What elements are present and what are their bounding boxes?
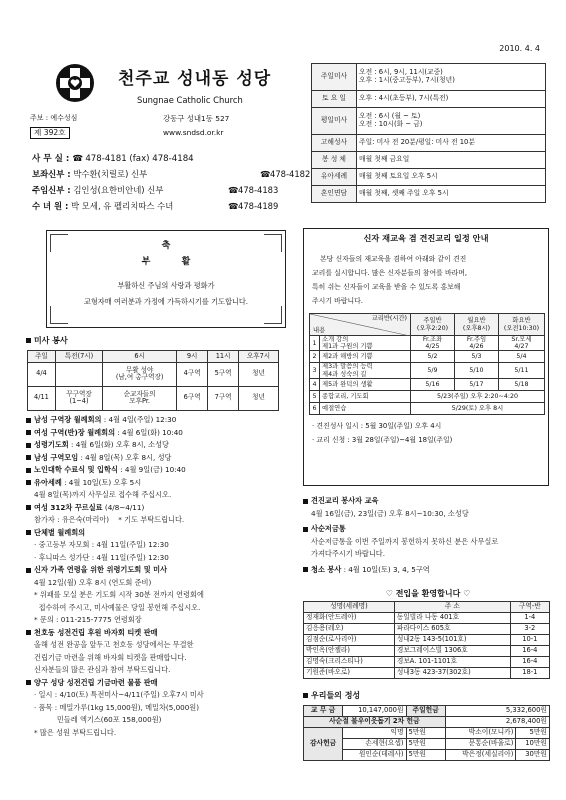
notice-detail: : 4월 4일(주일) 12:30 [101,415,177,424]
easter-heading: 축 [161,241,171,251]
table-cell: 무활 성야 (남,여 총구역장) [103,362,177,386]
row-topic: 제2과 해방의 기쁨 [320,351,411,363]
bullet-square-icon [26,568,31,573]
issue-number: 제 392호 [30,127,70,139]
table-cell: 4/4 [28,362,56,386]
staff-phone: 478-4183 [238,185,279,195]
table-corner-header [310,314,411,336]
notice-detail: : 4월 8일(목) 오후 8시, 성당 [78,452,172,462]
notice-detail: : 4월 10일(토) 오후 5시 [61,477,142,487]
table-cell [55,362,102,386]
notice-detail: · 중고등부 자모회 : 4월 11일(주일) 12:30 [34,540,169,549]
church-title: 천주교 성내동 성당 [118,69,272,89]
intro-line: 주시기 바랍니다. [312,297,363,305]
bulletin-date: 2010. 4. 4 [499,44,540,53]
notice-title: 유아세례 [34,477,62,487]
notice-detail: · 일시 : 4/10(토) 특전미사~4/11(주일) 오후7시 미사 [34,690,204,699]
mass-service-title: 미사 봉사 [26,335,68,347]
table-cell: 청년 [239,362,279,386]
column-header: 특전(7시) [55,351,102,363]
bullet-square-icon [26,530,31,535]
row-date: 5/2 [411,351,455,363]
staff-list [32,166,311,214]
donor-name: 문통순(바울로) [445,739,516,750]
schedule-value: 주일: 미사 전 20분/평일: 미사 전 10분 [357,135,546,152]
notice-detail: 접수하여 주시고, 미사예물은 당일 봉헌해 주십시오. [34,602,201,612]
notice-item [26,439,296,452]
table-cell: 5구역 [208,362,239,386]
table-cell: 4구역 [177,362,208,386]
church-address: 강동구 성내1동 527 [163,114,230,123]
table-cell: 6구역 [177,386,208,410]
staff-phone: 478-4189 [238,201,279,211]
donor-name: 박은정(세실리아) [445,750,516,761]
notice-detail: 건립기금 마련을 위해 바자회 티켓을 판매합니다. [34,652,187,662]
schedule-label: 혼인면담 [312,186,357,203]
donation-amount: 30만원 [516,750,550,761]
corner-ornament [50,306,68,324]
mass-service-table [27,350,279,411]
notice-title: 남성 구역장 월례회의 [34,415,102,424]
member-address: 동일빌라 나동 401호 [394,613,510,624]
staff-name: 박수환(치릴로) 신부 [73,169,148,179]
notice-item [26,464,296,477]
schedule-value: 매월 첫째, 셋째 주일 오후 5시 [357,186,546,203]
mass-schedule-table [311,63,546,203]
row-date: 5/3 [455,351,499,363]
table-row [28,386,279,410]
finance-label: 감사헌금 [304,728,343,761]
notice-title: 남성 구역모임 [34,452,79,462]
finance-label: 주일헌금 [406,706,445,717]
member-address: 경보A. 101-1101호 [394,657,510,668]
finance-table [303,705,550,761]
easter-heading: 부 활 [141,257,191,267]
notice-item [26,627,296,640]
member-district: 16-4 [510,657,549,668]
column-header: 주일 [28,351,56,363]
donation-amount: 10만원 [516,739,550,750]
staff-role: 주임신부 : [32,185,71,195]
member-address: 파라다이스 605호 [394,624,510,635]
row-number: 5 [310,390,320,402]
cross-heart-icon [56,64,94,102]
bullet-square-icon [26,430,31,435]
table-row [304,717,550,728]
member-address: 성내3동 423-37(302호) [394,668,510,679]
row-date: 5/11 [499,363,545,378]
easter-message: 교형자매 여러분과 가정에 가득하시기를 기도합니다. [83,297,249,306]
notice-detail: · 후니따스 성가단 : 4월 11일(주일) 12:30 [34,552,169,562]
bullet-square-icon [303,527,308,532]
notice-item [26,477,296,490]
row-date: Sr.모세 4/27 [499,336,545,351]
table-cell: 4/11 [28,386,56,410]
row-number: 2 [310,351,320,363]
notice-detail: : 4월 6일(화) 10:40 [115,427,183,437]
staff-role: 수 녀 원 : [32,201,69,211]
column-header: 9시 [177,351,208,363]
easter-message: 부활하신 주님의 사랑과 평화가 [117,281,215,290]
row-topic: 종합교리, 기도회 [320,390,411,402]
notice-item [26,414,296,427]
notice-title: 단체별 월례회의 [34,527,86,537]
right-notice-list [303,495,553,576]
education-notes [312,419,548,447]
notice-item [26,452,296,465]
staff-phone: 478-4182 [270,169,311,179]
education-intro [312,252,540,308]
column-header: 11시 [208,351,239,363]
intro-line: 교리를 실시합니다. 많은 신자분들의 참여를 바라며, [312,269,468,277]
education-box [303,228,549,486]
row-date: 5/16 [411,378,455,390]
education-title: 신자 재교육 겸 견진교리 일정 안내 [363,233,489,243]
member-name: 정재화(안드레아) [304,613,395,624]
notice-item [26,564,296,577]
notice-detail: 민들레 엑기스(60포 158,000원) [34,715,162,724]
donation-amount: 5만원 [516,728,550,739]
notice-title: 천호동 성전건립 후원 바자회 티켓 판매 [34,627,158,637]
notice-detail: 신자분들의 많은 관심과 참여 부탁드립니다. [34,665,171,674]
notice-item: 청소 봉사 : 4월 10일(토) 3, 4, 5구역 [303,564,553,577]
bullet-square-icon [26,680,31,685]
notice-detail: 4월 8일(목)까지 사무실로 접수해 주십시오. [34,490,172,499]
bullet-square-icon [303,693,308,698]
corner-row-label: 내용 [313,326,326,334]
notice-title: 노인대학 수료식 및 입학식 [34,465,118,474]
table-row [304,613,550,624]
bullet-square-icon [26,468,31,473]
table-cell: 꾸구역장 (1~4) [55,386,102,410]
bullet-square-icon [303,499,308,504]
staff-role: 보좌신부 : [32,169,71,179]
schedule-label: 주일미사 [312,64,357,91]
schedule-label: 평일미사 [312,108,357,135]
class-header: 주일반 (오후2:20) [411,314,455,336]
phone-icon: ☎ [72,154,84,164]
office-contact [32,152,194,164]
member-name: 김응용(레오) [304,624,395,635]
table-row [304,728,550,739]
table-cell: 청년 [239,386,279,410]
table-row [304,646,550,657]
row-date: Fr.주임 4/26 [455,336,499,351]
member-district: 16-4 [510,646,549,657]
column-header: 주 소 [394,602,510,613]
notice-detail: 참가자 : 유은숙(마리아) * 기도 부탁드립니다. [34,515,185,524]
schedule-value: 오전 : 6시, 9시, 11시(교중) 오후 : 1시(중고등부), 7시(청년) [357,64,546,91]
office-label: 사 무 실 : [32,154,70,164]
row-number: 1 [310,336,320,351]
finance-label: 교 무 금 [304,706,343,717]
intro-line: 본당 신자들의 재교육을 겸하여 아래와 같이 견진 [320,255,467,263]
office-phone: 478-4181 (fax) 478-4184 [85,154,194,164]
notice-detail: 가져다주시기 바랍니다. [311,549,386,558]
member-name: 기원준(바오로) [304,668,395,679]
column-header: 오후7시 [239,351,279,363]
schedule-value: 오후 : 4시(초등부), 7시(특전) [357,91,546,108]
donation-amount: 5만원 [406,728,445,739]
table-row [304,657,550,668]
notice-detail: * 문의 : 011-215-7775 연령회장 [34,615,142,624]
staff-name: 박 모세, 유 펠리치따스 수녀 [71,201,174,211]
intro-line: 특히 쉬는 신자들이 교육을 받을 수 있도록 홍보해 [312,283,461,291]
finance-value: 5,332,600원 [445,706,549,717]
table-row [28,362,279,386]
schedule-label: 유아세례 [312,169,357,186]
row-date: 5/10 [455,363,499,378]
donor-name: 손세현(요셉) [343,739,406,750]
church-website[interactable]: www.sndsd.or.kr [163,128,224,137]
notice-title: 성령기도회 [34,440,69,449]
staff-name: 김인성(요한비안네) 신부 [73,185,164,195]
notice-detail: : 4월 6일(화) 오후 8시, 소성당 [68,440,169,449]
notice-item [26,527,296,540]
table-row [310,390,545,402]
easter-greeting [46,230,286,328]
notice-detail: 올해 성전 완공을 앞두고 천호동 성당에서는 무결한 [34,640,194,649]
notice-item [26,502,296,515]
notice-detail: (4/8~4/11) [102,502,145,512]
table-row [304,624,550,635]
corner-ornament [50,234,68,252]
table-cell: 순교자들의 모후Pr. [103,386,177,410]
member-address: 경보그레이스빌 1306호 [394,646,510,657]
row-date: Fr.조좌 4/25 [411,336,455,351]
staff-row [32,166,311,182]
notice-detail: 사순저금통을 이번 주일까지 봉헌하지 못하신 분은 사무실로 [311,536,499,546]
corner-col-label: 교리반(시간) [371,315,407,322]
notice-item: 사순저금통 [303,523,553,536]
bullet-square-icon [26,418,31,423]
schedule-label: 고해성사 [312,135,357,152]
finance-value: 2,678,400원 [445,717,549,728]
notice-item [26,677,296,690]
schedule-label: 봉 성 체 [312,152,357,169]
corner-ornament [264,306,282,324]
row-date: 5/29(토) 오후 8시 [411,402,545,414]
member-name: 김명숙(크리스티나) [304,657,395,668]
staff-row [32,198,308,214]
row-date: 5/23(주일) 오후 2:20~4:20 [411,390,545,402]
phone-icon: ☎ [260,169,271,179]
corner-ornament [264,234,282,252]
note-line: · 견진성사 일시 : 5월 30일(주일) 오후 4시 [312,421,442,430]
donor-name: 익명 [343,728,406,739]
row-date: 5/9 [411,363,455,378]
finance-title: 우리들의 정성 [303,690,360,702]
member-name: 박인옥(안젤라) [304,646,395,657]
notice-list [26,414,296,739]
bullet-square-icon [26,338,31,343]
table-row [310,402,545,414]
church-subtitle: Sungnae Catholic Church [137,95,243,105]
notice-detail: · 품목 : 메밀가루(1kg 15,000원), 메밀차(5,000원) [34,702,200,712]
education-schedule-table [309,313,545,415]
column-header: 구역-반 [510,602,549,613]
finance-label: 사순절 불우이웃돕기 2차 헌금 [304,717,446,728]
notice-item [26,427,296,440]
finance-value: 10,147,000원 [343,706,406,717]
schedule-value: 오전 : 6시 (월 ~ 토) 오전 : 10시(화 ~ 금) [357,108,546,135]
welcome-title: ♡ 전입을 환영합니다 ♡ [385,589,471,598]
row-topic: 제3과 말씀의 능력 제4과 성숙의 길 [320,363,411,378]
donation-amount: 5만원 [406,739,445,750]
schedule-value: 매월 첫째 금요일 [357,152,546,169]
table-row [304,668,550,679]
table-row [304,706,550,717]
class-header: 화요반 (오전10:30) [499,314,545,336]
staff-row [32,182,308,198]
row-date: 5/17 [455,378,499,390]
bullet-square-icon [26,630,31,635]
member-address: 성내2동 143-5(101호) [394,635,510,646]
notice-detail: 4월 12일(월) 오후 8시 (연도회 준비) [34,577,152,587]
table-row [310,363,545,378]
member-district: 1-4 [510,613,549,624]
bullet-square-icon [26,455,31,460]
row-topic: 예절연습 [320,402,411,414]
bullet-square-icon [26,443,31,448]
notice-detail: * 많은 성원 부탁드립니다. [34,727,117,737]
row-number: 4 [310,378,320,390]
column-header: 6시 [103,351,177,363]
member-district: 18-1 [510,668,549,679]
table-row [310,378,545,390]
member-district: 3-2 [510,624,549,635]
notice-detail: : 4월 9일(금) 10:40 [117,465,186,474]
phone-icon: ☎ [228,185,239,195]
notice-detail: 4월 16일(금), 23일(금) 오후 8시~10:30, 소성당 [311,508,469,518]
notice-item: 견진교리 봉사자 교육 [303,495,553,508]
row-date: 5/18 [499,378,545,390]
table-row [304,635,550,646]
donation-amount: 5만원 [406,750,445,761]
note-line: · 교리 신청 : 3월 28일(주일)~4월 18일(주일) [312,435,453,444]
notice-detail: * 위패를 모실 분은 기도회 시작 30분 전까지 연령회에 [34,590,204,599]
bullet-square-icon [26,505,31,510]
schedule-label: 토 요 일 [312,91,357,108]
schedule-value: 매월 첫째 토요일 오후 5시 [357,169,546,186]
notice-title: 양구 성당 성전건립 기금마련 물품 판매 [34,677,158,687]
welcome-table [303,601,550,679]
member-name: 김점순(로사리아) [304,635,395,646]
donor-name: 박소이(모니카) [445,728,516,739]
member-district: 10-1 [510,635,549,646]
notice-title: 여성 구역(반)장 월례회의 [34,427,116,437]
bullet-square-icon [26,480,31,485]
class-header: 월요반 (오후8시) [455,314,499,336]
row-topic: 제5과 완덕의 생활 [320,378,411,390]
notice-title: 신자 가족 연령을 위한 위령기도회 및 미사 [34,565,168,574]
row-date: 5/4 [499,351,545,363]
bullet-square-icon [303,567,308,572]
row-number: 3 [310,363,320,378]
notice-title: 여성 312차 꾸르실료 [34,502,103,512]
row-number: 6 [310,402,320,414]
church-logo [56,64,94,102]
table-row [310,351,545,363]
column-header: 성명(세례명) [304,602,395,613]
table-cell: 7구역 [208,386,239,410]
phone-icon: ☎ [228,201,239,211]
donor-name: 원인순(데레사) [343,750,406,761]
patron-label: 주보 : 예수성심 [30,114,78,122]
table-row [310,336,545,351]
row-topic: 소개 강의 제1과 구원의 기쁨 [320,336,411,351]
